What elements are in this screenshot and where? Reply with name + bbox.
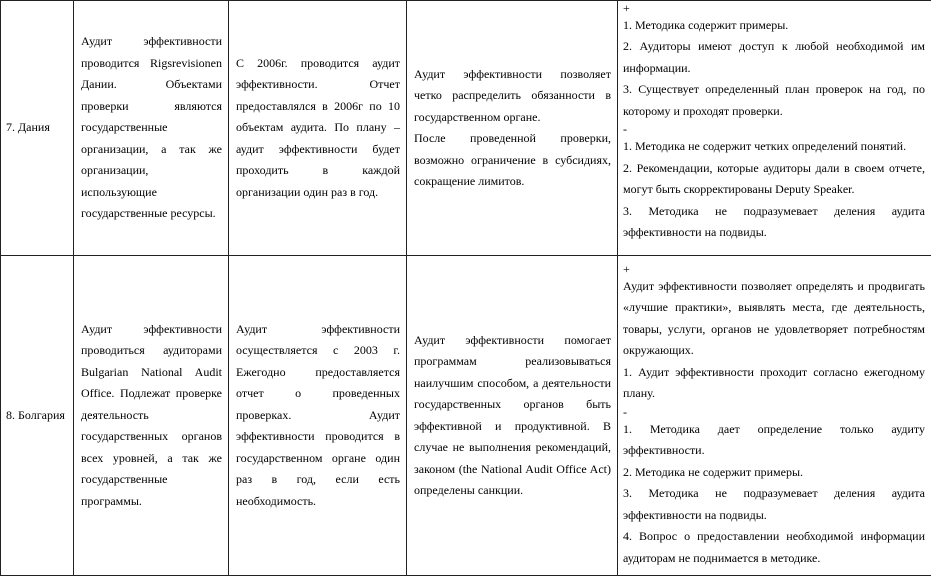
plus-item: 1. Аудит эффективности проходит согласно ежегодному плану. [623,362,925,405]
audit-history-text: Аудит эффективности осуществляется с 2003 г. Ежегодно предоставляется отчет о проведенных проверках. Аудит эффективности проводится в государственном органе один раз в год, если есть необходимость. [236,319,400,513]
country-cell [1,256,74,576]
minus-item: 2. Методика не содержит примеры. [623,462,925,484]
audit-effect-cell [407,1,618,256]
table-row-denmark [1,1,931,256]
minus-item: 1. Методика не содержит четких определений понятий. [623,136,925,158]
audit-body-text: Аудит эффективности проводится Rigsrevisionen Дании. Объектами проверки являются государственные организации, а так же организации, использующие государственные ресурсы. [81,31,222,225]
plus-sign: + [623,262,925,276]
plus-sign: + [623,1,925,15]
plus-item: 1. Методика содержит примеры. [623,15,925,37]
plus-item: 2. Аудиторы имеют доступ к любой необходимой им информации. [623,36,925,79]
audit-history-text: С 2006г. проводится аудит эффективности. Отчет предоставлялся в 2006г по 10 объектам аудита. По плану – аудит эффективности будет проходить в каждой организации один раз в год. [236,53,400,204]
country-name: 8. Болгария [6,408,65,422]
minus-item: 1. Методика дает определение только аудиту эффективности. [623,419,925,462]
audit-history-cell [229,1,407,256]
minus-sign: - [623,122,925,136]
plus-item: Аудит эффективности позволяет определять и продвигать «лучшие практики», выявлять места, где деятельность, товары, услуги, органов не удовлетворяет потребностям окружающих. [623,276,925,362]
audit-effect-cell [407,256,618,576]
minus-item: 3. Методика не подразумевает деления аудита эффективности на подвиды. [623,201,925,244]
country-cell [1,1,74,256]
audit-body-text: Аудит эффективности проводиться аудиторами Bulgarian National Audit Office. Подлежат проверке деятельность государственных органов всех уровней, а так же государственные программы. [81,319,222,513]
audit-effect-text: Аудит эффективности помогает программам реализовываться наилучшим способом, а деятельности государственных органов быть эффективной и продуктивной. В случае не выполнения рекомендаций, законом (the National Audit Office Act) определены санкции. [414,330,611,502]
minus-item: 3. Методика не подразумевает деления аудита эффективности на подвиды. [623,483,925,526]
audit-effect-text: Аудит эффективности позволяет четко распределить обязанности в государственном органе. [414,64,611,129]
minus-item: 4. Вопрос о предоставлении необходимой информации аудиторам не поднимается в методике. [623,526,925,569]
minus-sign: - [623,405,925,419]
pros-cons-cell [618,1,931,256]
pros-cons-cell [618,256,931,576]
audit-history-cell [229,256,407,576]
table-row-bulgaria [1,256,931,576]
minus-item: 2. Рекомендации, которые аудиторы дали в своем отчете, могут быть скорректированы Deputy Speaker. [623,158,925,201]
plus-item: 3. Существует определенный план проверок на год, по которому и проходят проверки. [623,79,925,122]
audit-body-cell [74,1,229,256]
country-name: 7. Дания [6,120,50,134]
audit-body-cell [74,256,229,576]
audit-effect-text-2: После проведенной проверки, возможно ограничение в субсидиях, сокращение лимитов. [414,128,611,193]
